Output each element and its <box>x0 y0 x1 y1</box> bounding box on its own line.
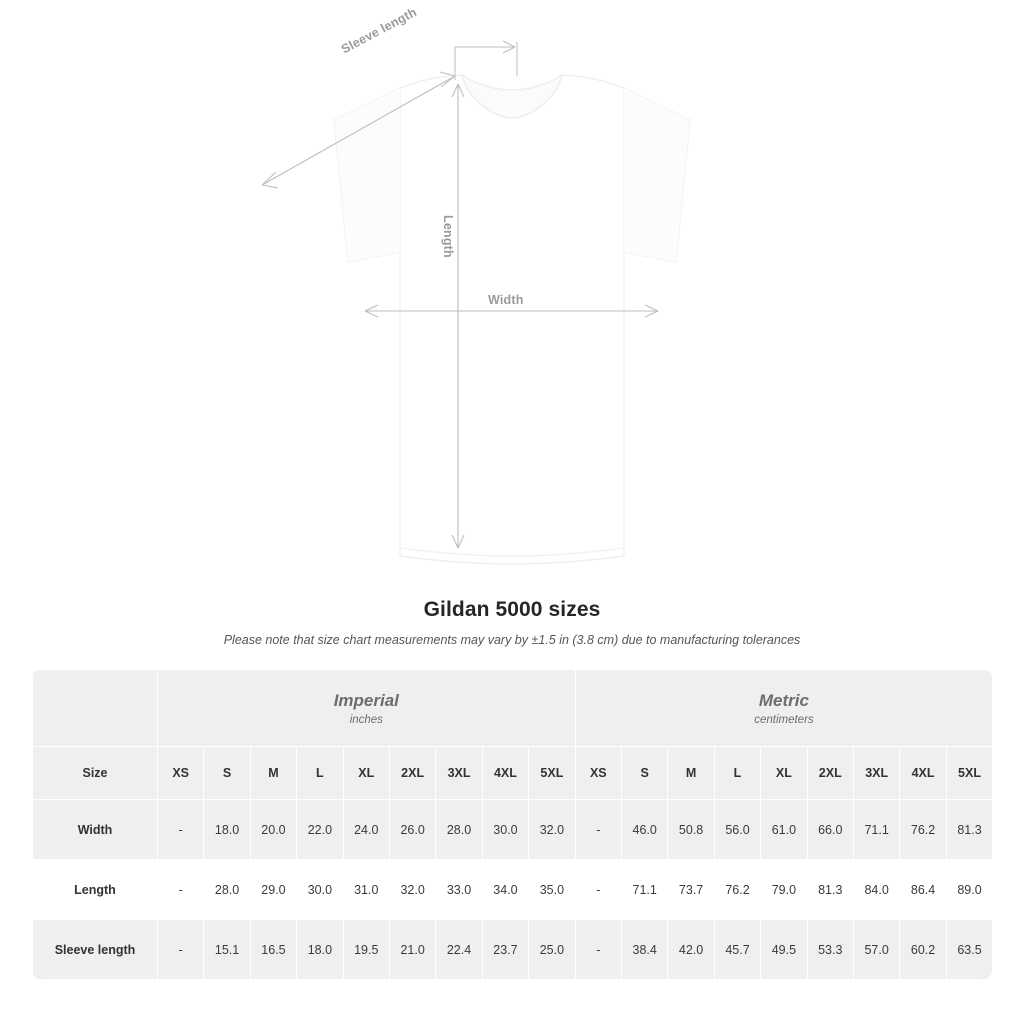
cell-width-metric-4xl: 76.2 <box>900 800 946 860</box>
table-row <box>33 860 993 920</box>
cell-length-metric-xl: 79.0 <box>761 860 807 920</box>
cell-width-metric-2xl: 66.0 <box>807 800 853 860</box>
cell-width-imperial-l: 22.0 <box>297 800 343 860</box>
size-table-container <box>32 669 992 980</box>
size-header-imperial-3xl: 3XL <box>436 747 482 800</box>
metric-system-label: Metric <box>758 691 809 711</box>
cell-sleeve-metric-5xl: 63.5 <box>946 920 992 980</box>
size-header-imperial-5xl: 5XL <box>529 747 576 800</box>
cell-sleeve-imperial-4xl: 23.7 <box>482 920 528 980</box>
size-header-metric-l: L <box>714 747 760 800</box>
cell-length-imperial-s: 28.0 <box>204 860 250 920</box>
imperial-unit-label: inches <box>349 713 383 726</box>
cell-width-metric-xl: 61.0 <box>761 800 807 860</box>
cell-width-metric-3xl: 71.1 <box>853 800 899 860</box>
cell-length-metric-3xl: 84.0 <box>853 860 899 920</box>
size-header-imperial-xs: XS <box>158 747 204 800</box>
cell-width-metric-m: 50.8 <box>668 800 714 860</box>
cell-length-metric-2xl: 81.3 <box>807 860 853 920</box>
title-block <box>0 598 1024 647</box>
cell-sleeve-metric-3xl: 57.0 <box>853 920 899 980</box>
imperial-unit-header <box>158 670 576 747</box>
size-header-imperial-4xl: 4XL <box>482 747 528 800</box>
size-header-imperial-l: L <box>297 747 343 800</box>
size-header-metric-m: M <box>668 747 714 800</box>
cell-width-metric-s: 46.0 <box>622 800 668 860</box>
cell-length-metric-5xl: 89.0 <box>946 860 992 920</box>
cell-width-imperial-2xl: 26.0 <box>389 800 435 860</box>
cell-sleeve-imperial-m: 16.5 <box>250 920 296 980</box>
table-row <box>33 920 993 980</box>
cell-width-imperial-4xl: 30.0 <box>482 800 528 860</box>
cell-width-metric-5xl: 81.3 <box>946 800 992 860</box>
cell-sleeve-imperial-3xl: 22.4 <box>436 920 482 980</box>
width-dimension-label: Width <box>484 293 528 307</box>
cell-length-imperial-l: 30.0 <box>297 860 343 920</box>
size-header-row <box>33 747 993 800</box>
imperial-system-label: Imperial <box>333 691 399 711</box>
size-header-metric-2xl: 2XL <box>807 747 853 800</box>
cell-sleeve-metric-xs: - <box>575 920 621 980</box>
cell-length-imperial-3xl: 33.0 <box>436 860 482 920</box>
cell-width-metric-l: 56.0 <box>714 800 760 860</box>
cell-length-metric-m: 73.7 <box>668 860 714 920</box>
cell-width-imperial-xl: 24.0 <box>343 800 389 860</box>
metric-unit-header <box>575 670 992 747</box>
cell-sleeve-imperial-xl: 19.5 <box>343 920 389 980</box>
cell-length-imperial-4xl: 34.0 <box>482 860 528 920</box>
measurement-tolerance-note: Please note that size chart measurements may vary by ±1.5 in (3.8 cm) due to manufacturing tolerances <box>223 633 801 647</box>
cell-sleeve-imperial-l: 18.0 <box>297 920 343 980</box>
page-title: Gildan 5000 sizes <box>423 598 601 621</box>
size-header-metric-xs: XS <box>575 747 621 800</box>
size-header-imperial-s: S <box>204 747 250 800</box>
cell-sleeve-metric-4xl: 60.2 <box>900 920 946 980</box>
row-label-width: Width <box>33 800 158 860</box>
sleeve-length-dimension-label: Sleeve length <box>339 4 420 57</box>
size-table <box>32 669 992 980</box>
cell-sleeve-imperial-s: 15.1 <box>204 920 250 980</box>
corner-blank-cell <box>33 670 158 747</box>
size-header-imperial-m: M <box>250 747 296 800</box>
cell-length-imperial-m: 29.0 <box>250 860 296 920</box>
cell-sleeve-metric-2xl: 53.3 <box>807 920 853 980</box>
cell-length-metric-l: 76.2 <box>714 860 760 920</box>
cell-sleeve-imperial-xs: - <box>158 920 204 980</box>
cell-length-imperial-xs: - <box>158 860 204 920</box>
cell-length-imperial-2xl: 32.0 <box>389 860 435 920</box>
cell-sleeve-metric-l: 45.7 <box>714 920 760 980</box>
cell-width-imperial-xs: - <box>158 800 204 860</box>
size-header-metric-xl: XL <box>761 747 807 800</box>
size-header-metric-5xl: 5XL <box>946 747 992 800</box>
size-header-imperial-xl: XL <box>343 747 389 800</box>
cell-sleeve-imperial-5xl: 25.0 <box>529 920 576 980</box>
table-row <box>33 800 993 860</box>
cell-width-metric-xs: - <box>575 800 621 860</box>
cell-length-imperial-xl: 31.0 <box>343 860 389 920</box>
cell-sleeve-imperial-2xl: 21.0 <box>389 920 435 980</box>
cell-width-imperial-s: 18.0 <box>204 800 250 860</box>
row-label-length: Length <box>33 860 158 920</box>
length-dimension-label: Length <box>441 215 455 258</box>
size-header-imperial-2xl: 2XL <box>389 747 435 800</box>
cell-width-imperial-3xl: 28.0 <box>436 800 482 860</box>
cell-sleeve-metric-s: 38.4 <box>622 920 668 980</box>
size-header-metric-4xl: 4XL <box>900 747 946 800</box>
cell-sleeve-metric-xl: 49.5 <box>761 920 807 980</box>
cell-length-metric-4xl: 86.4 <box>900 860 946 920</box>
size-header-metric-s: S <box>622 747 668 800</box>
cell-sleeve-metric-m: 42.0 <box>668 920 714 980</box>
row-label-sleeve-length: Sleeve length <box>33 920 158 980</box>
cell-length-metric-s: 71.1 <box>622 860 668 920</box>
size-corner-label: Size <box>33 747 158 800</box>
unit-header-row <box>33 670 993 747</box>
size-header-metric-3xl: 3XL <box>853 747 899 800</box>
cell-length-imperial-5xl: 35.0 <box>529 860 576 920</box>
cell-width-imperial-5xl: 32.0 <box>529 800 576 860</box>
cell-length-metric-xs: - <box>575 860 621 920</box>
cell-width-imperial-m: 20.0 <box>250 800 296 860</box>
metric-unit-label: centimeters <box>754 713 814 726</box>
